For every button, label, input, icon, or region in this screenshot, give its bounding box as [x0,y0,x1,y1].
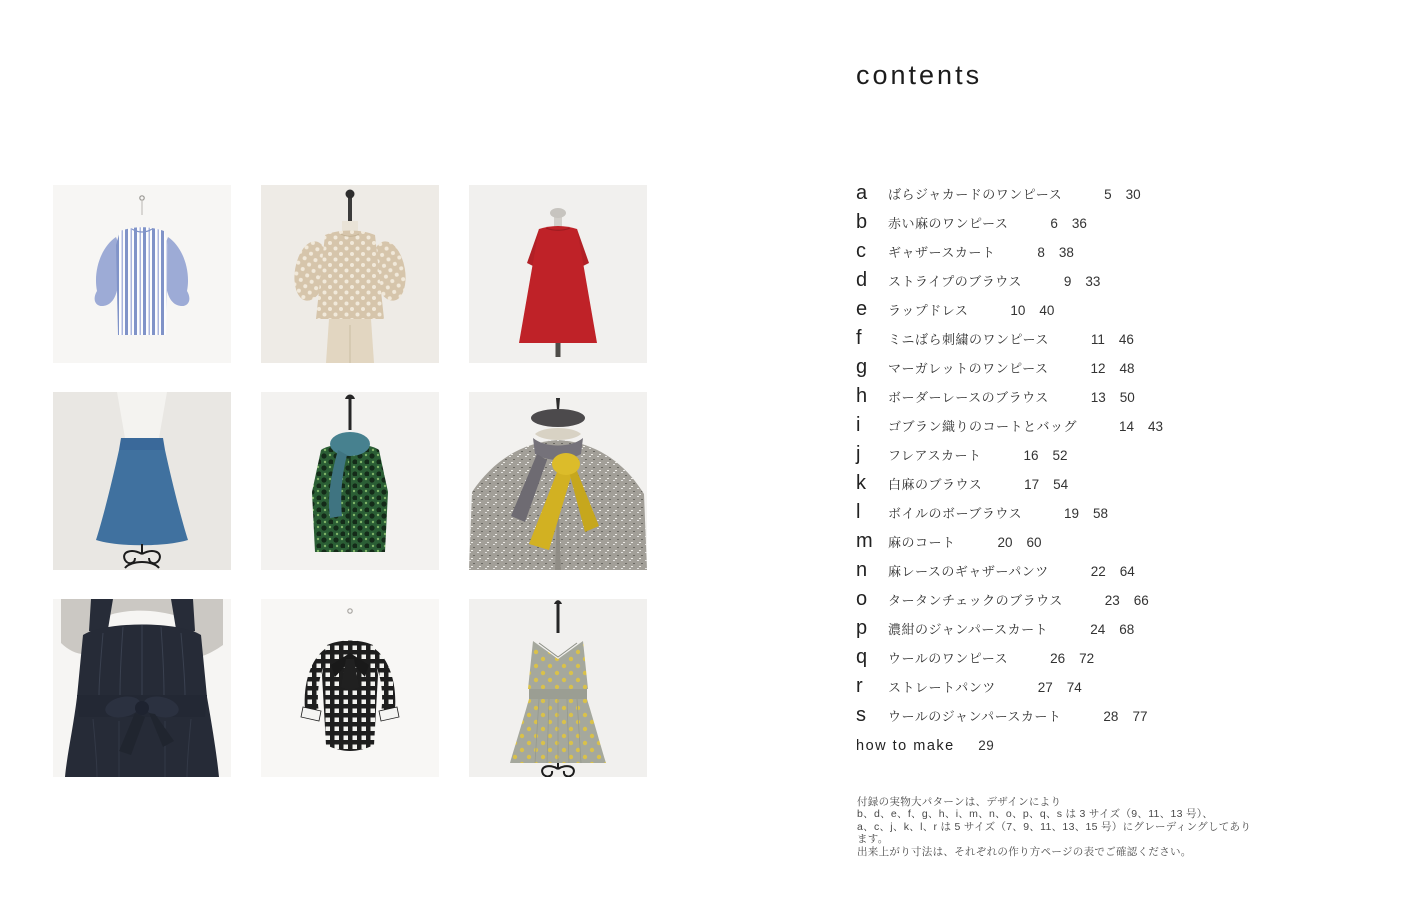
toc-row-c [856,241,1276,270]
toc-title: 白麻のブラウス [888,477,983,492]
toc-row-i [856,415,1276,444]
toc-letter: r [856,675,863,697]
toc-howto-page: 60 [1026,535,1042,550]
toc-photo-page: 22 [1090,564,1106,579]
toc-howto-page: 77 [1132,709,1148,724]
blue-skirt-illustration [53,392,231,570]
how-to-make-label: how to make [856,738,955,754]
toc-title: ボーダーレースのブラウス [888,390,1049,405]
toc-row-h [856,386,1276,415]
toc-title: タータンチェックのブラウス [888,593,1063,608]
toc-letter: p [856,617,868,639]
toc-howto-page: 74 [1066,680,1082,695]
toc-row-f [856,328,1276,357]
footnote-line: a、c、j、k、l、r は 5 サイズ（7、9、11、13、15 号）にグレーディングしてあります。 [857,820,1252,846]
dotted-dress-illustration [469,599,647,777]
toc-letter: s [856,704,866,726]
toc-howto-page: 33 [1085,274,1101,289]
toc-howto-page: 52 [1052,448,1068,463]
toc-photo-page: 26 [1050,651,1066,666]
photo-check-bow-blouse [261,599,439,777]
toc-row-n [856,560,1276,589]
toc-row-q [856,647,1276,676]
green-coat-illustration [261,392,439,570]
toc-photo-page: 8 [1037,245,1045,260]
toc-letter: m [856,530,873,552]
toc-letter: j [856,443,861,465]
toc-howto-page: 36 [1071,216,1087,231]
toc-row-p [856,618,1276,647]
toc-letter: c [856,240,866,262]
toc-title: ゴブラン織りのコートとバッグ [888,419,1078,434]
toc-letter: l [856,501,861,523]
toc-howto-page: 48 [1119,361,1135,376]
photo-blue-flared-skirt [53,392,231,570]
toc-letter: a [856,182,868,204]
toc-row-j [856,444,1276,473]
footnote [857,796,1257,858]
toc-list [856,183,1276,734]
toc-photo-page: 19 [1063,506,1079,521]
toc-howto-page: 50 [1119,390,1135,405]
toc-photo-page: 6 [1050,216,1058,231]
toc-photo-page: 9 [1063,274,1072,289]
toc-howto-page: 40 [1039,303,1055,318]
navy-jumper-illustration [53,599,231,777]
check-blouse-illustration [261,599,439,777]
toc-title: ギャザースカート [888,245,996,260]
toc-title: ウールのワンピース [888,651,1009,666]
beige-blouse-illustration [261,185,439,363]
toc-howto-page: 64 [1119,564,1135,579]
toc-letter: q [856,646,868,668]
toc-letter: n [856,559,868,581]
toc-photo-page: 27 [1037,680,1053,695]
toc-title: マーガレットのワンピース [888,361,1049,376]
gray-coat-illustration [469,392,647,570]
striped-blouse-illustration [53,185,231,363]
toc-row-s [856,705,1276,734]
photo-gray-coat-yellow-scarf [469,392,647,570]
toc-title: ラップドレス [888,303,969,318]
form-torso [117,392,167,438]
photo-red-linen-dress [469,185,647,363]
how-to-make-row [856,738,994,754]
toc-howto-page: 43 [1148,419,1164,434]
toc-letter: f [856,327,862,349]
photo-striped-blouse [53,185,231,363]
toc-photo-page: 12 [1090,361,1106,376]
toc-title: ストライプのブラウス [888,274,1022,289]
photo-grid [53,185,647,777]
toc-title: ばらジャカードのワンピース [888,187,1063,202]
footnote-line: 出来上がり寸法は、それぞれの作り方ページの表でご確認ください。 [857,845,1192,858]
toc-photo-page: 5 [1104,187,1112,202]
toc-photo-page: 14 [1119,419,1135,434]
photo-beige-dot-blouse [261,185,439,363]
toc-letter: i [856,414,861,436]
toc-row-d [856,270,1276,299]
toc-title: ミニばら刺繍のワンピース [888,332,1049,347]
toc-title: ウールのジャンパースカート [888,709,1062,724]
toc-letter: e [856,298,868,320]
toc-howto-page: 68 [1119,622,1135,637]
toc-title: 濃紺のジャンパースカート [888,622,1049,637]
toc-title: 赤い麻のワンピース [888,216,1009,231]
toc-letter: d [856,269,868,291]
toc-title: ボイルのボーブラウス [888,506,1022,521]
toc-letter: b [856,211,868,233]
toc-howto-page: 58 [1093,506,1109,521]
toc-letter: k [856,472,866,494]
toc-howto-page: 54 [1053,477,1069,492]
toc-row-l [856,502,1276,531]
toc-row-r [856,676,1276,705]
toc-row-e [856,299,1276,328]
toc-photo-page: 24 [1090,622,1106,637]
toc-photo-page: 17 [1024,477,1040,492]
toc-howto-page: 46 [1118,332,1134,347]
stand-pole [556,343,561,357]
toc-row-g [856,357,1276,386]
toc-title: 麻レースのギャザーパンツ [888,564,1049,579]
toc-row-b [856,212,1276,241]
footnote-line: 付録の実物大パターンは、デザインにより [857,796,1062,808]
how-to-make-page: 29 [978,738,995,753]
toc-letter: h [856,385,868,407]
toc-letter: o [856,588,868,610]
toc-title: 麻のコート [888,535,956,550]
toc-howto-page: 38 [1058,245,1074,260]
photo-gray-dot-jumper-dress [469,599,647,777]
toc-row-m [856,531,1276,560]
photo-green-jacquard-coat [261,392,439,570]
page-title: contents [856,60,983,90]
toc-photo-page: 23 [1104,593,1120,608]
red-dress-illustration [469,185,647,363]
toc-howto-page: 72 [1079,651,1095,666]
toc-photo-page: 11 [1090,332,1105,347]
toc-row-k [856,473,1276,502]
toc-letter: g [856,356,868,378]
toc-title: ストレートパンツ [888,680,996,695]
toc-howto-page: 66 [1133,593,1149,608]
toc-row-a [856,183,1276,212]
beige-pants [326,319,374,363]
toc-photo-page: 28 [1103,709,1119,724]
toc-title: フレアスカート [888,448,982,463]
footnote-line: b、d、e、f、g、h、i、m、n、o、p、q、s は 3 サイズ（9、11、13 号）、 [857,808,1214,821]
toc-row-o [856,589,1276,618]
toc-photo-page: 16 [1023,448,1039,463]
green-coat-shape [312,444,388,552]
toc-photo-page: 13 [1090,390,1106,405]
toc-howto-page: 30 [1125,187,1141,202]
toc-photo-page: 20 [997,535,1013,550]
toc-photo-page: 10 [1010,303,1026,318]
photo-navy-jumper-skirt [53,599,231,777]
